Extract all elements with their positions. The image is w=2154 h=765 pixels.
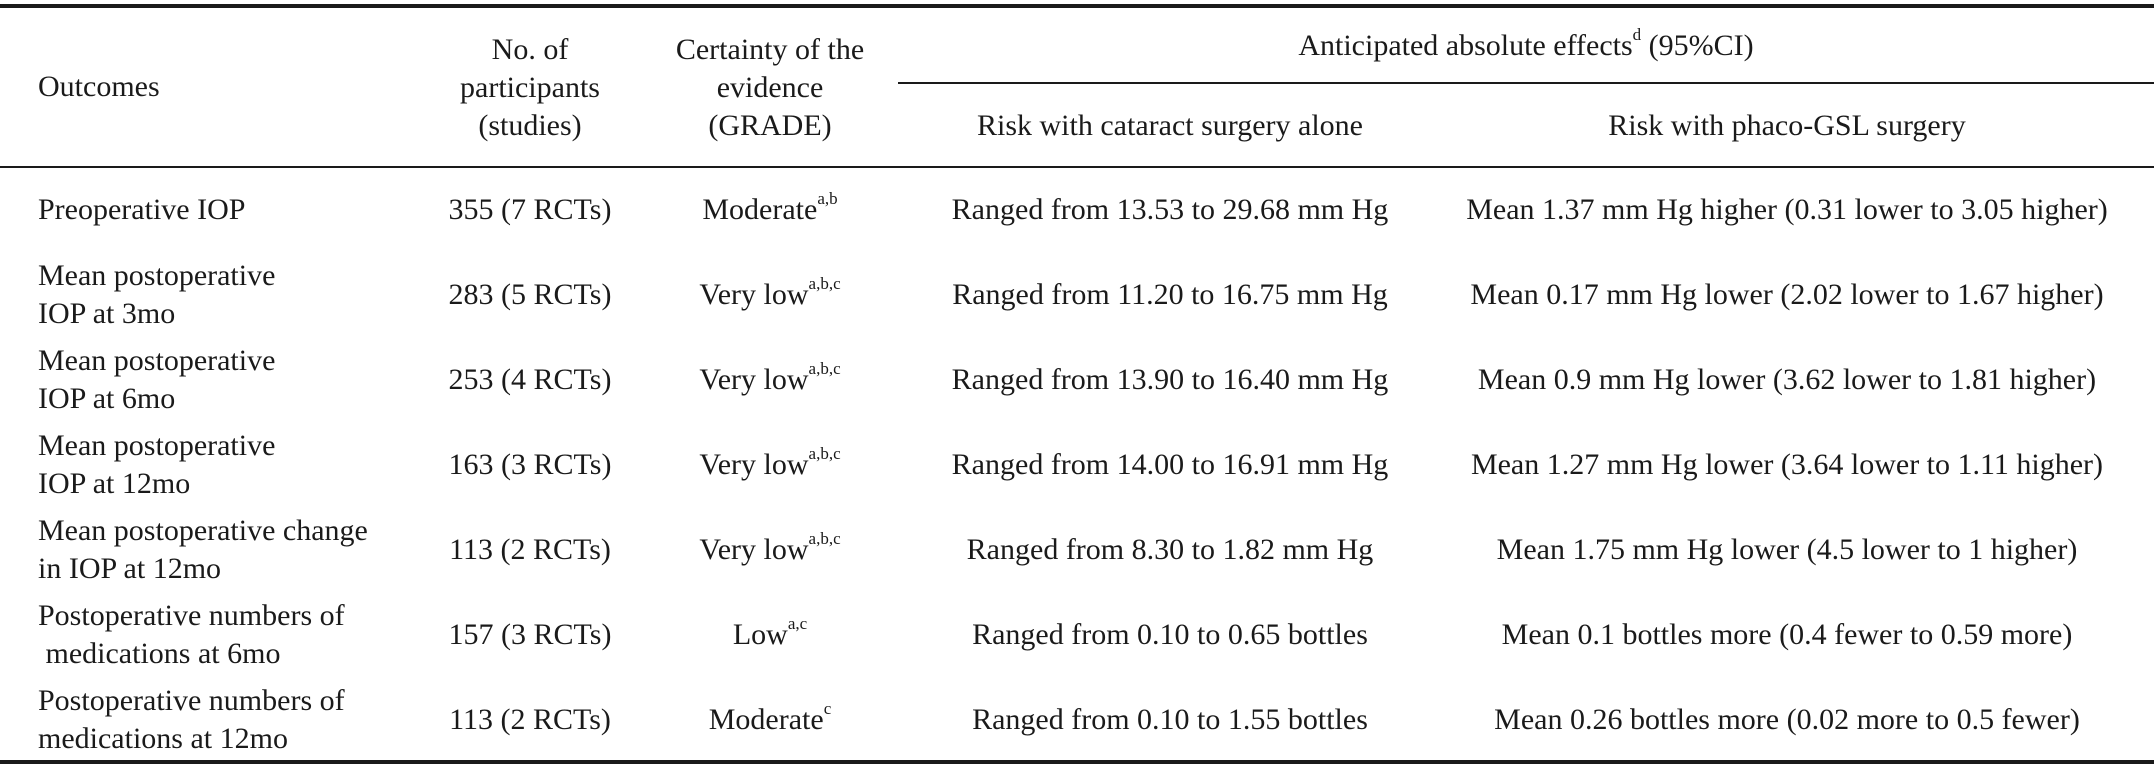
header-participants: [420, 31, 640, 145]
header-certainty: [645, 31, 895, 145]
header-risk-phaco-gsl: Risk with phaco-GSL surgery: [1608, 109, 1966, 142]
footnote-marker: a,b,c: [808, 529, 841, 548]
cell-certainty: [645, 191, 895, 229]
cell-certainty-label: Very low: [699, 278, 809, 311]
footnote-marker: a,b,c: [808, 359, 841, 378]
cell-participants: 157 (3 RCTs): [448, 618, 612, 651]
cell-certainty-label: Very low: [699, 533, 809, 566]
header-anticipated-effects: [898, 27, 2154, 65]
cell-certainty: [645, 361, 895, 399]
cell-risk-phaco-gsl: Mean 1.37 mm Hg higher (0.31 lower to 3.05 higher): [1466, 193, 2108, 226]
cell-risk-phaco-gsl: Mean 0.26 bottles more (0.02 more to 0.5 fewer): [1494, 703, 2080, 736]
header-participants-line: No. of: [491, 33, 569, 66]
cell-outcome-line: Mean postoperative: [38, 259, 276, 292]
cell-outcome-line: IOP at 12mo: [38, 467, 191, 500]
cell-outcome-line: IOP at 6mo: [38, 382, 176, 415]
footnote-marker: c: [823, 699, 832, 718]
cell-outcome-line: IOP at 3mo: [38, 297, 176, 330]
header-risk-cataract-alone: Risk with cataract surgery alone: [977, 109, 1363, 142]
cell-outcome: [38, 427, 275, 503]
footnote-marker: d: [1632, 25, 1642, 44]
cell-outcome: [38, 191, 245, 229]
cell-outcome-line: Mean postoperative change: [38, 514, 368, 547]
footnote-marker: a,b: [817, 189, 838, 208]
cell-risk-phaco-gsl: Mean 1.27 mm Hg lower (3.64 lower to 1.11 higher): [1470, 448, 2104, 481]
cell-participants: 113 (2 RCTs): [449, 703, 611, 736]
cell-outcome: [38, 257, 275, 333]
table-top-rule: [0, 4, 2154, 8]
cell-certainty-label: Very low: [699, 448, 809, 481]
cell-outcome: [38, 512, 368, 588]
header-bottom-rule: [0, 166, 2154, 168]
cell-outcome-line: Preoperative IOP: [38, 193, 246, 226]
header-anticipated-label: Anticipated absolute effects: [1298, 29, 1633, 62]
footnote-marker: a,c: [787, 614, 808, 633]
cell-outcome-line: Mean postoperative: [38, 344, 276, 377]
cell-certainty: [645, 446, 895, 484]
cell-certainty: [645, 531, 895, 569]
cell-risk-phaco-gsl: Mean 1.75 mm Hg lower (4.5 lower to 1 higher): [1496, 533, 2078, 566]
cell-certainty: [645, 616, 895, 654]
header-outcomes: Outcomes: [38, 70, 160, 103]
header-participants-line: participants: [460, 71, 600, 104]
cell-outcome-line: Postoperative numbers of: [38, 599, 345, 632]
cell-outcome: [38, 597, 345, 673]
header-certainty-line: (GRADE): [708, 109, 832, 142]
cell-outcome-line: Mean postoperative: [38, 429, 276, 462]
cell-certainty-label: Low: [732, 618, 788, 651]
cell-risk-phaco-gsl: Mean 0.1 bottles more (0.4 fewer to 0.59 more): [1501, 618, 2073, 651]
cell-risk-cataract-alone: Ranged from 14.00 to 16.91 mm Hg: [951, 448, 1389, 481]
cell-participants: 253 (4 RCTs): [448, 363, 612, 396]
cell-risk-phaco-gsl: Mean 0.17 mm Hg lower (2.02 lower to 1.67 higher): [1470, 278, 2104, 311]
cell-outcome: [38, 682, 345, 758]
header-certainty-line: Certainty of the: [675, 33, 865, 66]
cell-outcome-line: in IOP at 12mo: [38, 552, 222, 585]
cell-risk-cataract-alone: Ranged from 13.90 to 16.40 mm Hg: [951, 363, 1389, 396]
cell-certainty-label: Moderate: [702, 193, 818, 226]
cell-risk-cataract-alone: Ranged from 11.20 to 16.75 mm Hg: [952, 278, 1388, 311]
cell-participants: 355 (7 RCTs): [448, 193, 612, 226]
header-participants-line: (studies): [478, 109, 582, 142]
cell-risk-cataract-alone: Ranged from 0.10 to 0.65 bottles: [972, 618, 1368, 651]
cell-outcome-line: medications at 6mo: [38, 637, 281, 670]
footnote-marker: a,b,c: [808, 444, 841, 463]
cell-risk-cataract-alone: Ranged from 13.53 to 29.68 mm Hg: [951, 193, 1389, 226]
cell-participants: 113 (2 RCTs): [449, 533, 611, 566]
table-bottom-rule: [0, 760, 2154, 764]
cell-certainty: [645, 276, 895, 314]
cell-certainty-label: Moderate: [708, 703, 824, 736]
header-anticipated-ci: (95%CI): [1641, 29, 1754, 62]
cell-certainty-label: Very low: [699, 363, 809, 396]
cell-outcome: [38, 342, 275, 418]
cell-participants: 283 (5 RCTs): [448, 278, 612, 311]
footnote-marker: a,b,c: [808, 274, 841, 293]
cell-outcome-line: medications at 12mo: [38, 722, 288, 755]
cell-outcome-line: Postoperative numbers of: [38, 684, 345, 717]
cell-risk-phaco-gsl: Mean 0.9 mm Hg lower (3.62 lower to 1.81 higher): [1477, 363, 2097, 396]
cell-risk-cataract-alone: Ranged from 8.30 to 1.82 mm Hg: [966, 533, 1374, 566]
cell-participants: 163 (3 RCTs): [448, 448, 612, 481]
cell-risk-cataract-alone: Ranged from 0.10 to 1.55 bottles: [972, 703, 1368, 736]
cell-certainty: [645, 701, 895, 739]
header-sub-rule: [898, 82, 2154, 84]
header-certainty-line: evidence: [716, 71, 824, 104]
